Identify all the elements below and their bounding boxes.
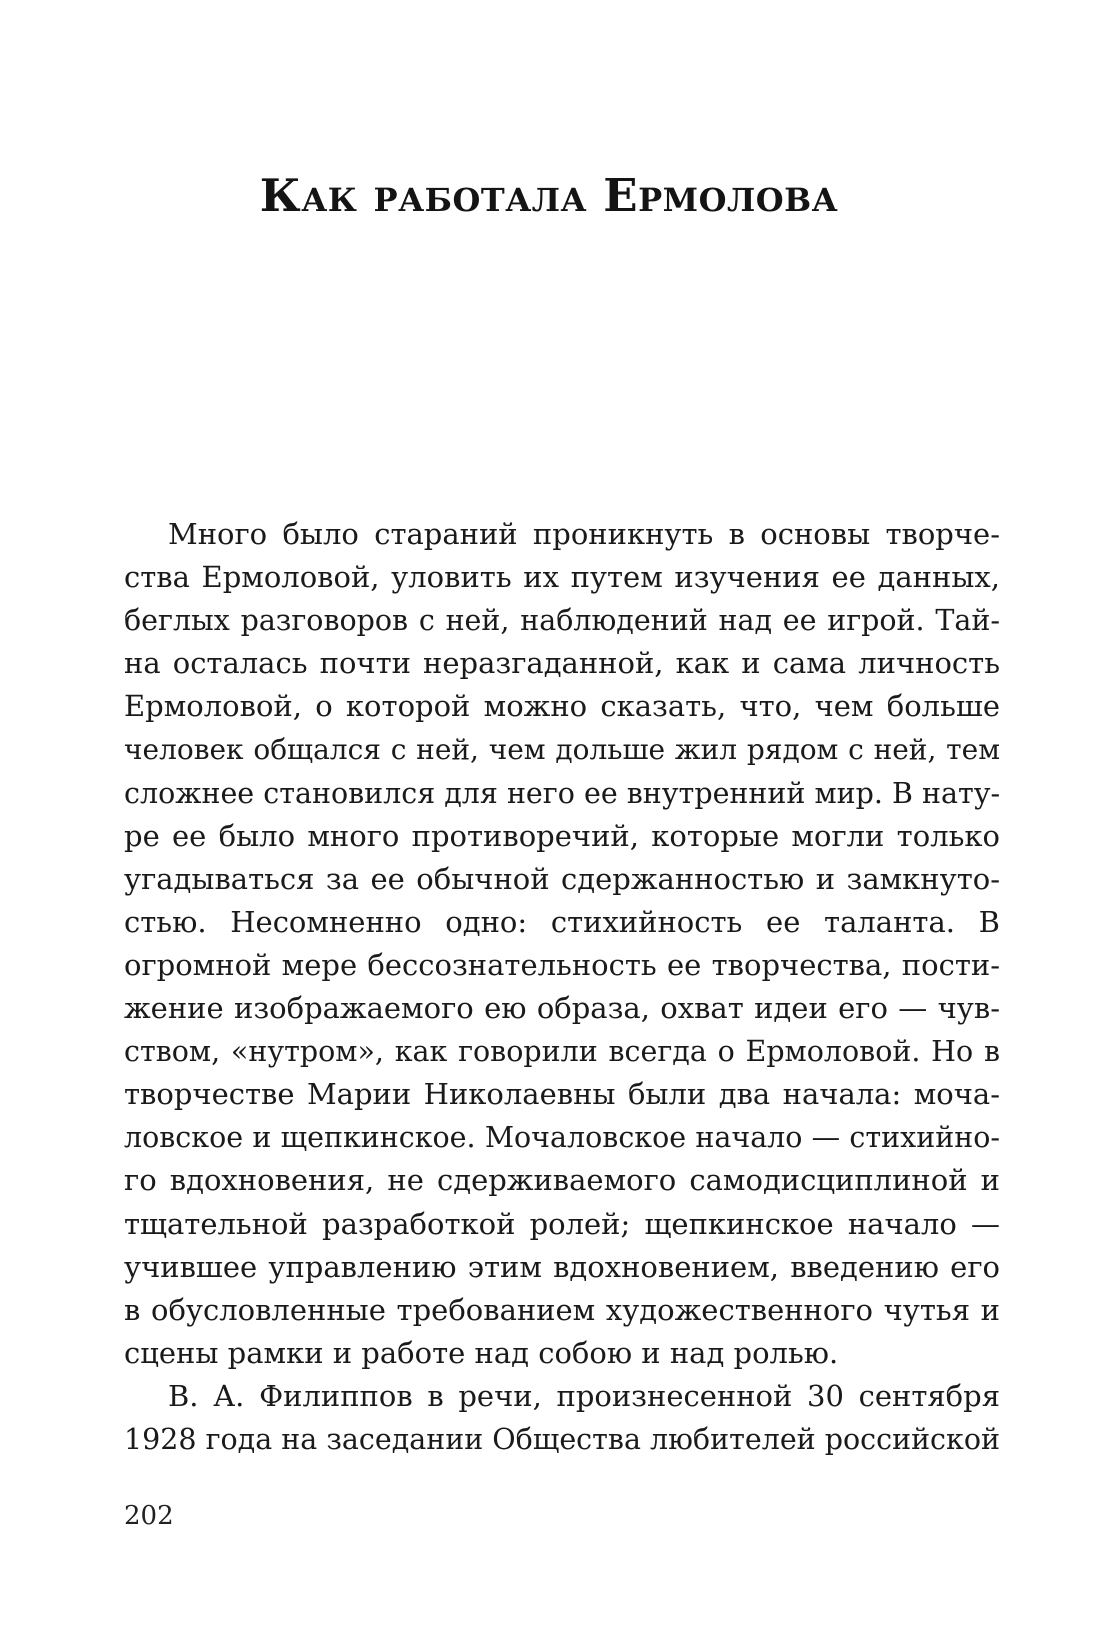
text-line: на осталась почти неразгаданной, как и сама личность xyxy=(124,646,1000,681)
text-line: стью. Несомненно одно: стихийность ее таланта. В xyxy=(124,904,1000,939)
page-number: 202 xyxy=(124,1501,174,1531)
text-line: в обусловленные требованием художественного чутья и xyxy=(124,1292,1000,1327)
text-line: учившее управлению этим вдохновением, введению его xyxy=(124,1249,1000,1284)
text-line: ства Ермоловой, уловить их путем изучения ее данных, xyxy=(124,560,1000,595)
text-line: го вдохновения, не сдерживаемого самодисциплиной и xyxy=(124,1163,1000,1198)
text-line: тщательной разработкой ролей; щепкинское начало — xyxy=(124,1206,1000,1241)
chapter-title: Как работала Ермолова xyxy=(259,169,839,222)
text-line: В. А. Филиппов в речи, произнесенной 30 сентября xyxy=(168,1378,1000,1413)
text-line: угадываться за ее обычной сдержанностью и замкнуто- xyxy=(124,861,1000,896)
text-line: огромной мере бессознательность ее творчества, пости- xyxy=(124,947,1000,982)
text-line: ловское и щепкинское. Мочаловское начало — стихийно- xyxy=(124,1121,1000,1155)
text-line: Много было стараний проникнуть в основы творче- xyxy=(168,517,1000,551)
text-line: жение изображаемого ею образа, охват идеи его — чув- xyxy=(124,991,1000,1026)
text-line: человек общался с ней, чем дольше жил рядом с ней, тем xyxy=(124,733,1000,767)
text-line: сцены рамки и работе над собою и над ролью. xyxy=(124,1335,839,1370)
text-line: сложнее становился для него ее внутренний мир. В нату- xyxy=(124,776,1001,810)
text-line: беглых разговоров с ней, наблюдений над ее игрой. Тай- xyxy=(124,604,1000,638)
text-line: ре ее было много противоречий, которые могли только xyxy=(124,818,1000,853)
text-line: Ермоловой, о которой можно сказать, что, чем больше xyxy=(124,689,1000,724)
text-line: 1928 года на заседании Общества любителей российской xyxy=(124,1422,1000,1456)
text-line: творчестве Марии Николаевны были два начала: моча- xyxy=(124,1077,1000,1112)
body-text xyxy=(124,513,1000,1461)
text-line: ством, «нутром», как говорили всегда о Ермоловой. Но в xyxy=(124,1035,1000,1069)
